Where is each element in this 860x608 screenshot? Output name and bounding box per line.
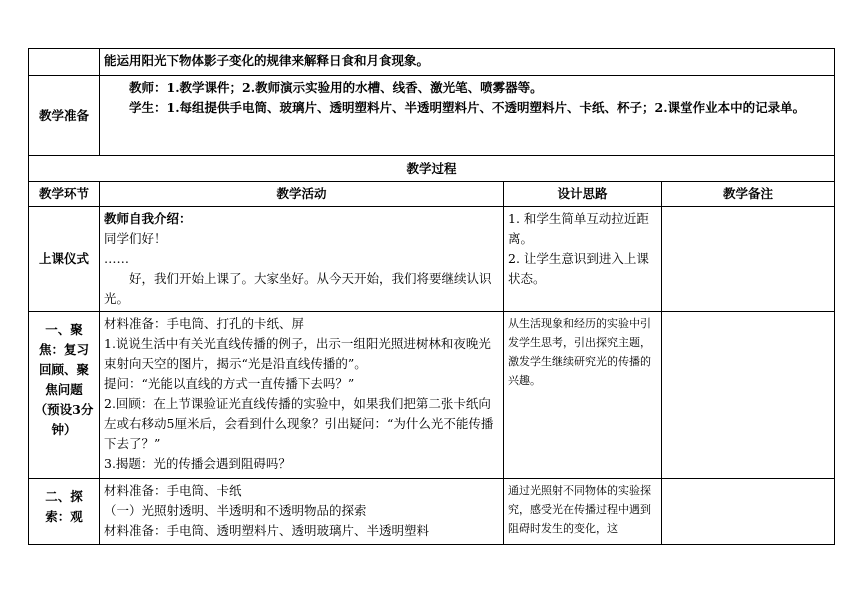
goal-tail-text: 能运用阳光下物体影子变化的规律来解释日食和月食现象。 [100, 49, 835, 76]
note-cell [662, 207, 835, 312]
header-stage: 教学环节 [29, 182, 100, 207]
stage-cell: 一、聚焦：复习回顾、聚焦问题（预设3分钟） [29, 312, 100, 479]
activity-line: 教师自我介绍： [104, 211, 192, 226]
design-line: 2. 让学生意识到进入上课状态。 [508, 251, 649, 286]
design-cell [504, 312, 662, 479]
activity-line: 材料准备：手电筒、透明塑料片、透明玻璃片、半透明塑料 [104, 523, 430, 538]
activity-line: 1.说说生活中有关光直线传播的例子，出示一组阳光照进树林和夜晚光束射向天空的图片，揭示“光是沿直线传播的”。 [104, 336, 491, 371]
stage-cell: 二、探索：观 [29, 479, 100, 545]
header-activity: 教学活动 [100, 182, 504, 207]
process-title: 教学过程 [29, 156, 835, 182]
activity-cell [100, 312, 504, 479]
note-cell [662, 479, 835, 545]
activity-cell [100, 207, 504, 312]
header-note: 教学备注 [662, 182, 835, 207]
prep-label: 教学准备 [29, 76, 100, 156]
prep-teacher: 教师：1.教学课件；2.教师演示实验用的水槽、线香、激光笔、喷雾器等。 [129, 80, 543, 95]
activity-line: …… [104, 251, 129, 266]
note-cell [662, 312, 835, 479]
design-line: 通过光照射不同物体的实验探究，感受光在传播过程中遇到阻碍时发生的变化，这 [508, 484, 651, 535]
prep-label-top-cell [29, 49, 100, 76]
activity-line: 提问：“光能以直线的方式一直传播下去吗？” [104, 376, 355, 391]
activity-line: 2.回顾：在上节课验证光直线传播的实验中，如果我们把第二张卡纸向左或右移动5厘米后，会看到什么现象？引出疑问：“为什么光不能传播下去了？” [104, 396, 494, 451]
activity-line: 材料准备：手电筒、打孔的卡纸、屏 [104, 316, 305, 331]
header-design: 设计思路 [504, 182, 662, 207]
activity-line: 3.揭题：光的传播会遇到阻碍吗？ [104, 456, 291, 471]
stage-cell: 上课仪式 [29, 207, 100, 312]
prep-student: 学生：1.每组提供手电筒、玻璃片、透明塑料片、半透明塑料片、不透明塑料片、卡纸、杯子；2.课堂作业本中的记录单。 [129, 100, 806, 115]
design-line: 从生活现象和经历的实验中引发学生思考，引出探究主题，激发学生继续研究光的传播的兴趣。 [508, 317, 651, 387]
design-cell [504, 479, 662, 545]
design-line: 1. 和学生简单互动拉近距离。 [508, 211, 649, 246]
activity-line: 同学们好！ [104, 231, 167, 246]
lesson-plan-table [28, 48, 835, 545]
activity-cell [100, 479, 504, 545]
activity-line: （一）光照射透明、半透明和不透明物品的探索 [104, 503, 367, 518]
design-cell [504, 207, 662, 312]
activity-line: 材料准备：手电筒、卡纸 [104, 483, 242, 498]
prep-content [100, 76, 835, 156]
activity-line: 好，我们开始上课了。大家坐好。从今天开始，我们将要继续认识光。 [104, 271, 492, 306]
